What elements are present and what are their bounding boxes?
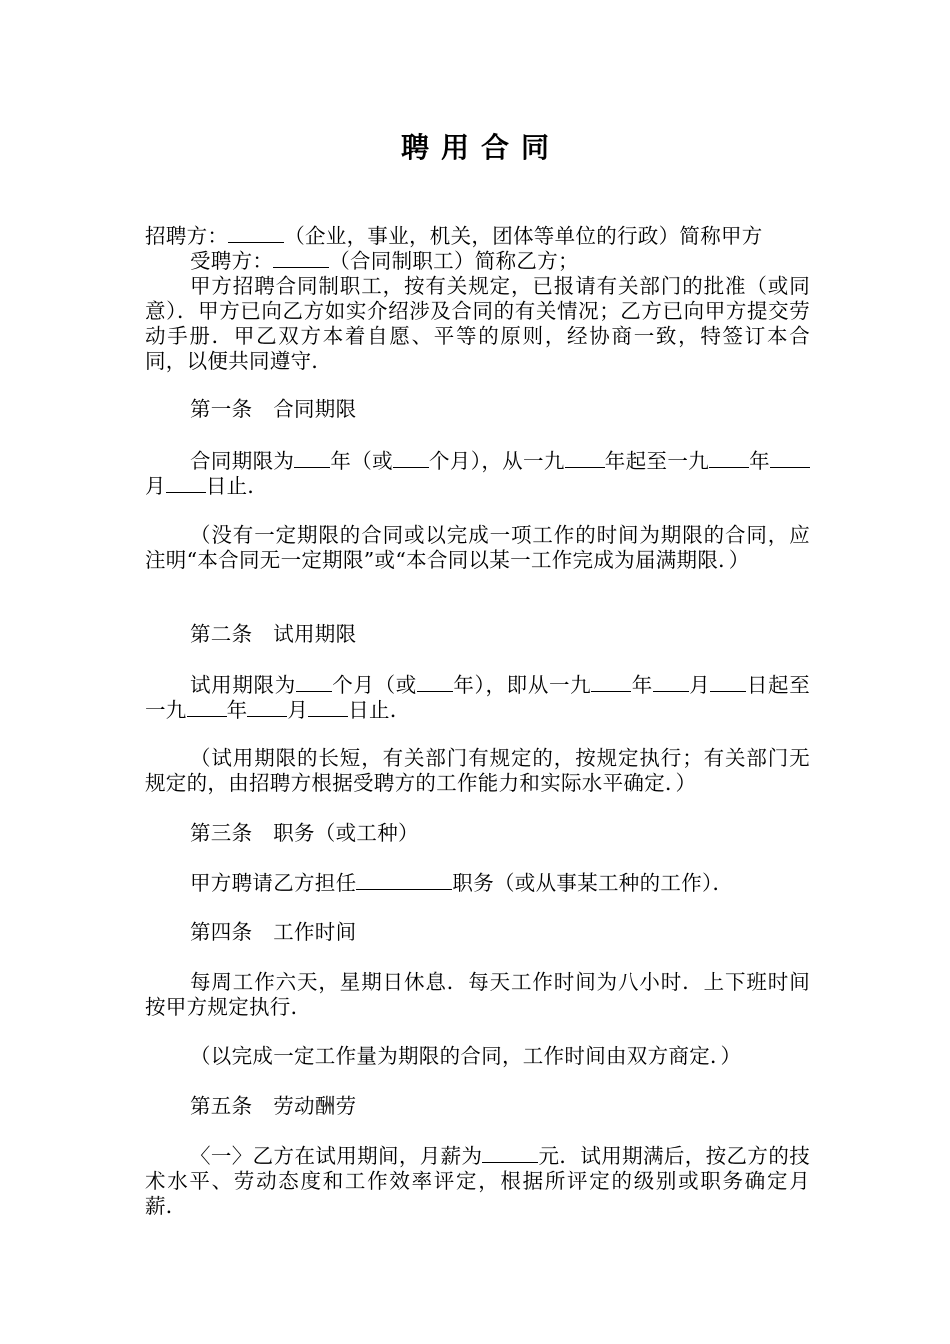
salary-blank bbox=[482, 1144, 538, 1163]
article4-heading: 第四条 工作时间 bbox=[190, 920, 357, 944]
end-day-blank bbox=[166, 474, 206, 493]
article2-paragraph: 试用期限为 个月（或 年），即从一九 年 月 日起至一九 年 月 日止． bbox=[145, 673, 810, 722]
trial-end-month-blank bbox=[247, 698, 287, 717]
article3-paragraph: 甲方聘请乙方担任 职务（或从事某工种的工作）． bbox=[190, 871, 734, 895]
employer-label: 招聘方： bbox=[145, 224, 229, 248]
employee-label: 受聘方： bbox=[190, 249, 274, 273]
trial-start-year-blank bbox=[591, 673, 631, 692]
start-year-blank bbox=[565, 449, 605, 468]
article1-heading: 第一条 合同期限 bbox=[190, 397, 357, 421]
document-title: 聘用合同 bbox=[400, 131, 561, 164]
trial-years-blank bbox=[417, 673, 453, 692]
trial-start-month-blank bbox=[653, 673, 689, 692]
article5-heading: 第五条 劳动酬劳 bbox=[190, 1094, 357, 1118]
years-blank bbox=[294, 449, 330, 468]
article2-note: （试用期限的长短，有关部门有规定的，按规定执行；有关部门无规定的，由招聘方根据受聘方的工作能力和实际水平确定．） bbox=[145, 746, 810, 795]
employer-line bbox=[145, 224, 810, 249]
intro-section bbox=[145, 224, 810, 374]
employee-blank bbox=[273, 249, 329, 268]
preamble-paragraph: 甲方招聘合同制职工，按有关规定，已报请有关部门的批准（或同意）．甲方已向乙方如实介绍涉及合同的有关情况；乙方已向甲方提交劳动手册．甲乙双方本着自愿、平等的原则，经协商一致，特签订本合同，以便共同遵守． bbox=[145, 274, 810, 373]
end-year-blank bbox=[709, 449, 749, 468]
article3-heading: 第三条 职务（或工种） bbox=[190, 821, 419, 845]
article4-paragraph: 每周工作六天，星期日休息．每天工作时间为八小时．上下班时间按甲方规定执行． bbox=[145, 970, 810, 1019]
employee-line bbox=[145, 249, 810, 274]
article2-heading: 第二条 试用期限 bbox=[190, 622, 357, 646]
trial-months-blank bbox=[296, 673, 332, 692]
employer-blank bbox=[228, 224, 284, 243]
end-month-blank bbox=[770, 449, 810, 468]
trial-end-day-blank bbox=[308, 698, 348, 717]
trial-end-year-blank bbox=[187, 698, 227, 717]
months-blank bbox=[393, 449, 429, 468]
employer-note: （企业，事业，机关，团体等单位的行政）简称甲方 bbox=[284, 224, 763, 248]
employee-note: （合同制职工）简称乙方； bbox=[329, 249, 579, 273]
position-blank bbox=[356, 871, 452, 890]
trial-start-day-blank bbox=[710, 673, 746, 692]
article1-note: （没有一定期限的合同或以完成一项工作的时间为期限的合同，应注明“本合同无一定期限”或“本合同以某一工作完成为届满期限．） bbox=[145, 523, 810, 572]
article1-paragraph: 合同期限为 年（或 个月），从一九 年起至一九 年月 日止． bbox=[145, 449, 810, 499]
article4-note: （以完成一定工作量为期限的合同，工作时间由双方商定．） bbox=[190, 1044, 742, 1068]
article5-paragraph: 〈一〉乙方在试用期间，月薪为 元．试用期满后，按乙方的技术水平、劳动态度和工作效率评定，根据所评定的级别或职务确定月薪． bbox=[145, 1144, 811, 1218]
